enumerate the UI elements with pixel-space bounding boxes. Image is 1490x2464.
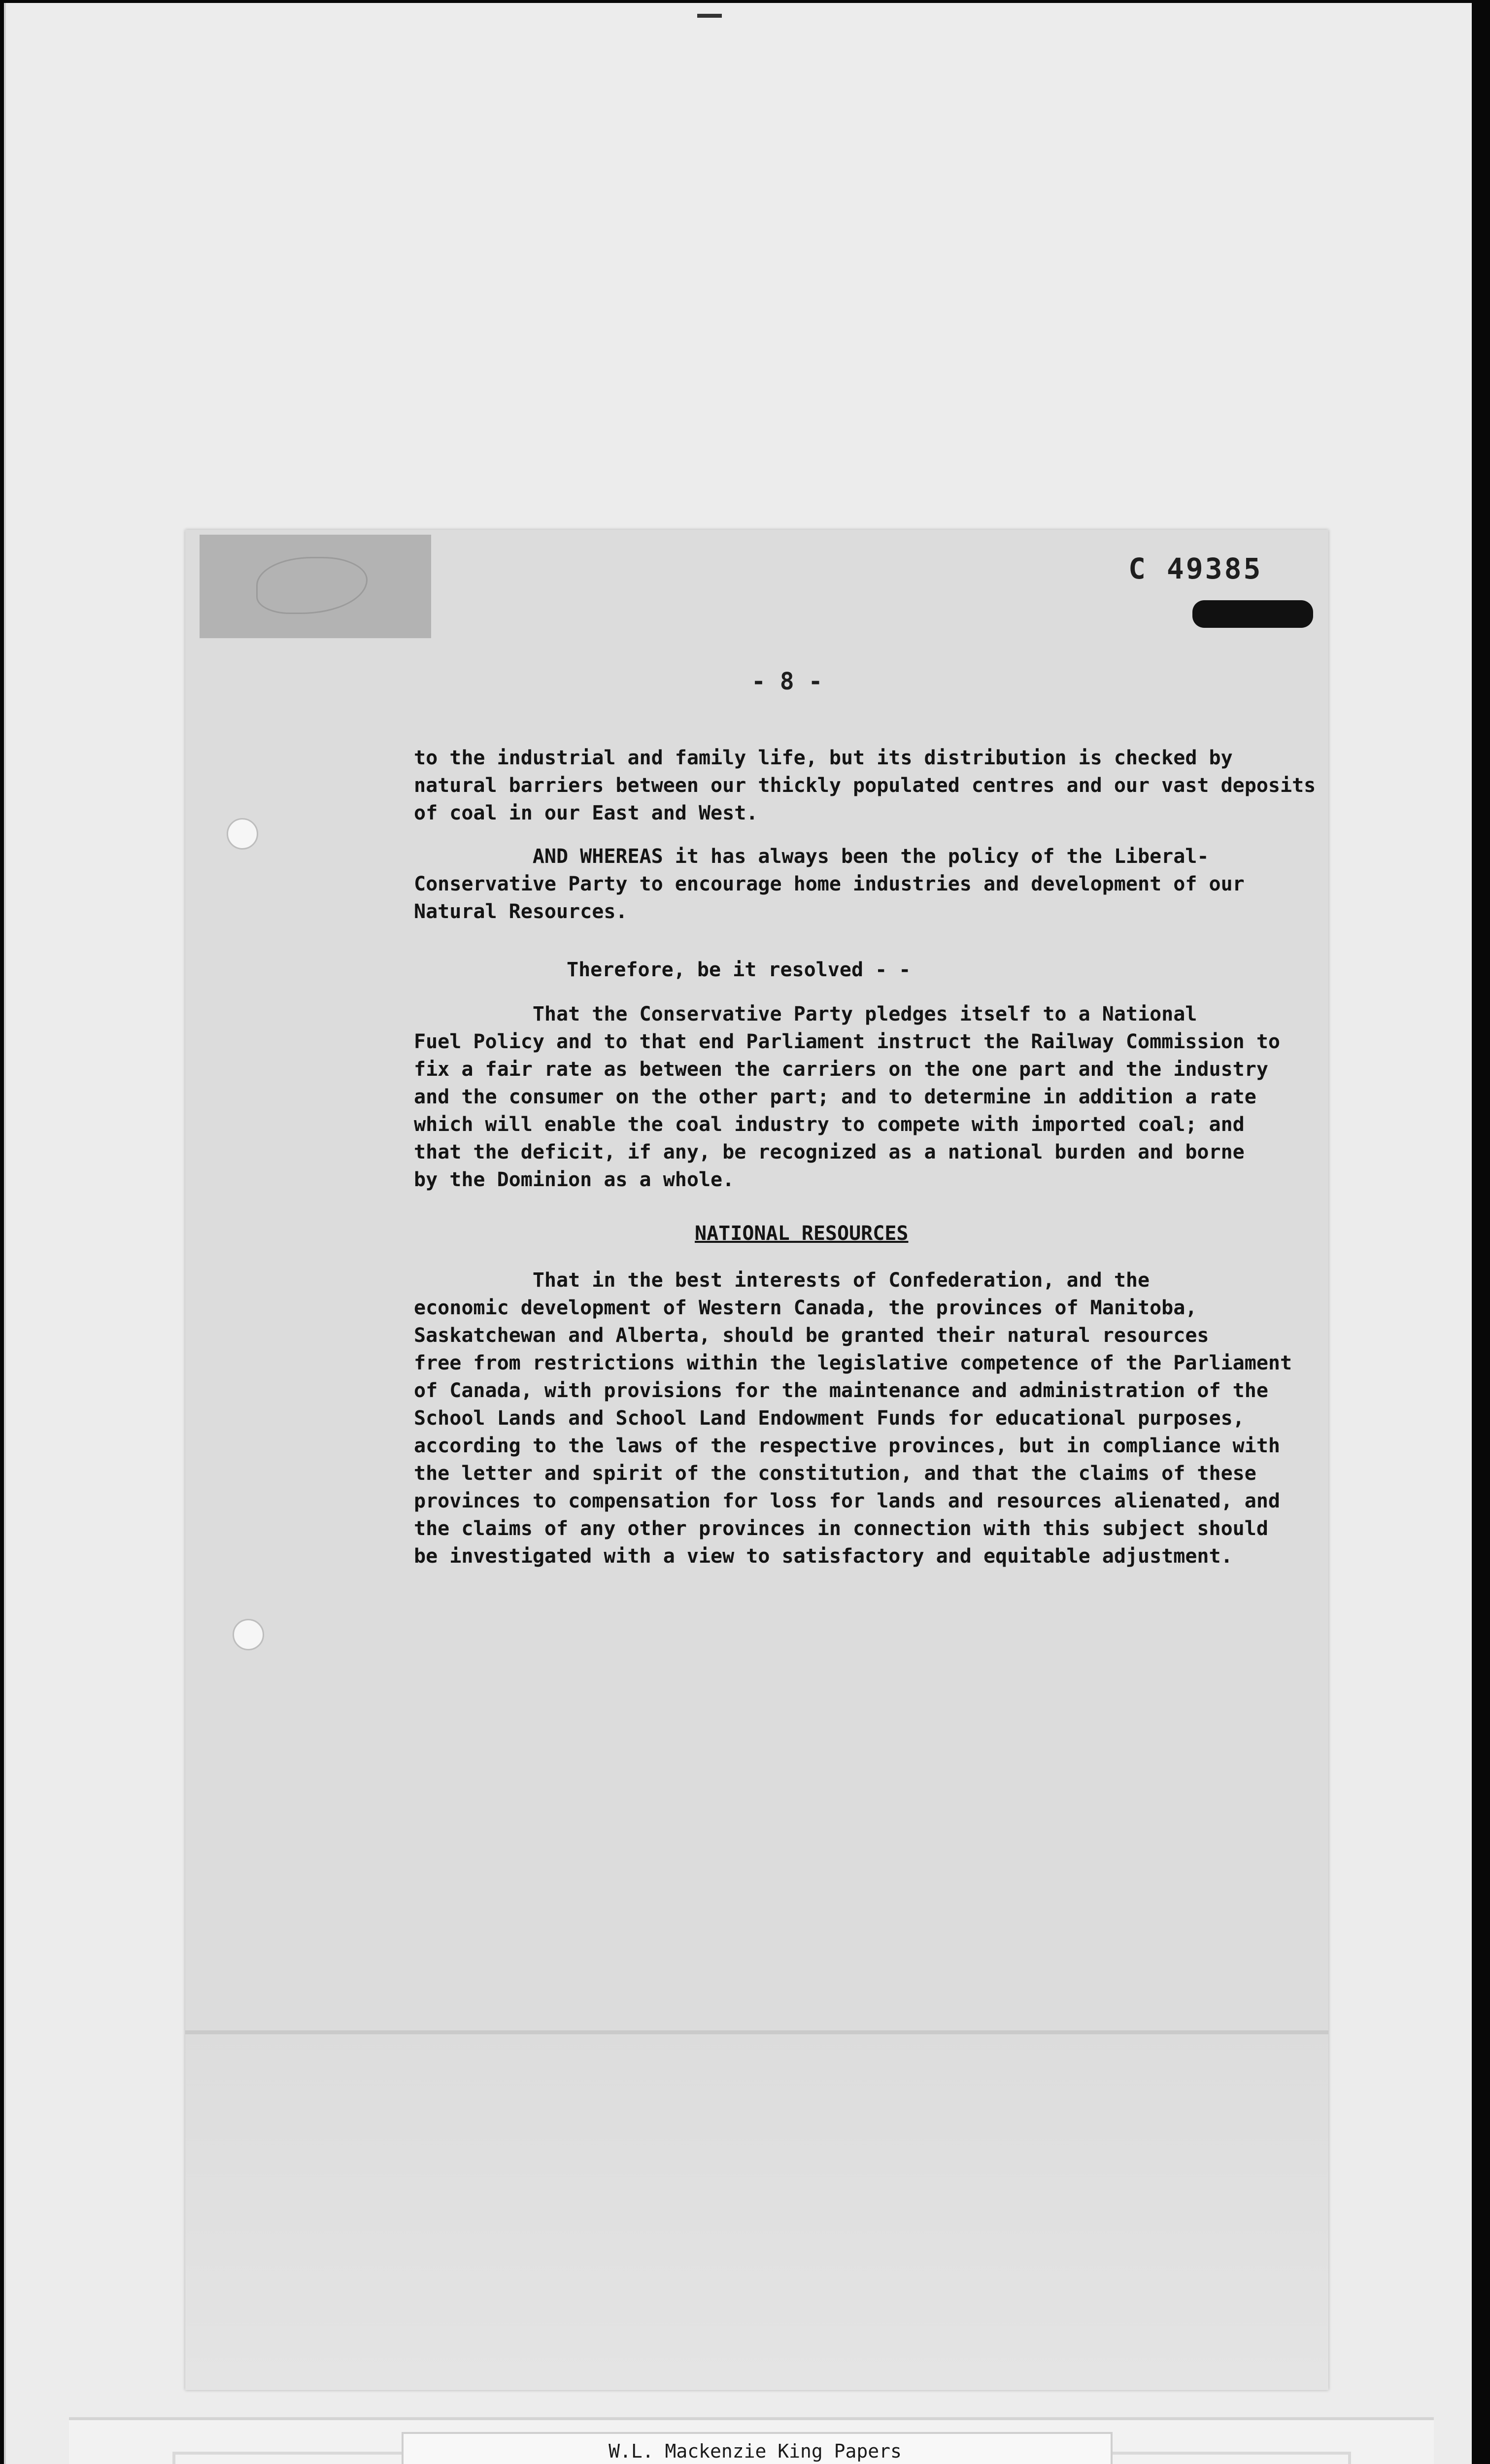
redaction-bar <box>1192 600 1313 628</box>
punch-hole <box>233 1619 264 1650</box>
section-heading: NATIONAL RESOURCES <box>695 1222 909 1245</box>
paragraph-coal-distribution: to the industrial and family life, but its distribution is checked by natural barriers between our thickly populated centres and our vast deposits of coal in our East and West. <box>414 747 1316 824</box>
punch-hole <box>227 818 258 850</box>
page-number: - 8 - <box>751 668 823 695</box>
paragraph-fuel-policy: That the Conservative Party pledges itself to a National Fuel Policy and to that end Parliament instruct the Railway Commission to fix a fair rate as between the carriers on the one part and the industry and the consumer on the other part; and to determine in addition a rate which will enable the coal industry to compete with imported coal; and that the deficit, if any, be recognized as a national burden and borne by the Dominion as a whole. <box>414 1003 1280 1191</box>
paragraph-resolved: Therefore, be it resolved - - <box>567 958 911 981</box>
reference-number: C 49385 <box>1128 552 1263 585</box>
paragraph-natural-resources: That in the best interests of Confederation, and the economic development of Western Canada, the provinces of Manitoba, Saskatchewan and Alberta, should be granted their natural resources free from restrictions within the legislative competence of the Parliament of Canada, with provisions for the maintenance and administration of the School Lands and School Land Endowment Funds for educational purposes, according to the laws of the respective provinces, but in compliance with the letter and spirit of the constitution, and that the claims of these provinces to compensation for loss for lands and resources alienated, and the claims of any other provinces in connection with this subject should be investigated with a view to satisfactory and equitable adjustment. <box>414 1269 1292 1568</box>
collection-name: W.L. Mackenzie King Papers <box>609 2440 902 2462</box>
top-mark <box>697 14 722 18</box>
page-fold <box>185 2030 1328 2034</box>
page-fade <box>185 2020 1328 2390</box>
paragraph-whereas: AND WHEREAS it has always been the policy of the Liberal- Conservative Party to encourage home industries and development of our Natural Resources. <box>414 845 1245 923</box>
